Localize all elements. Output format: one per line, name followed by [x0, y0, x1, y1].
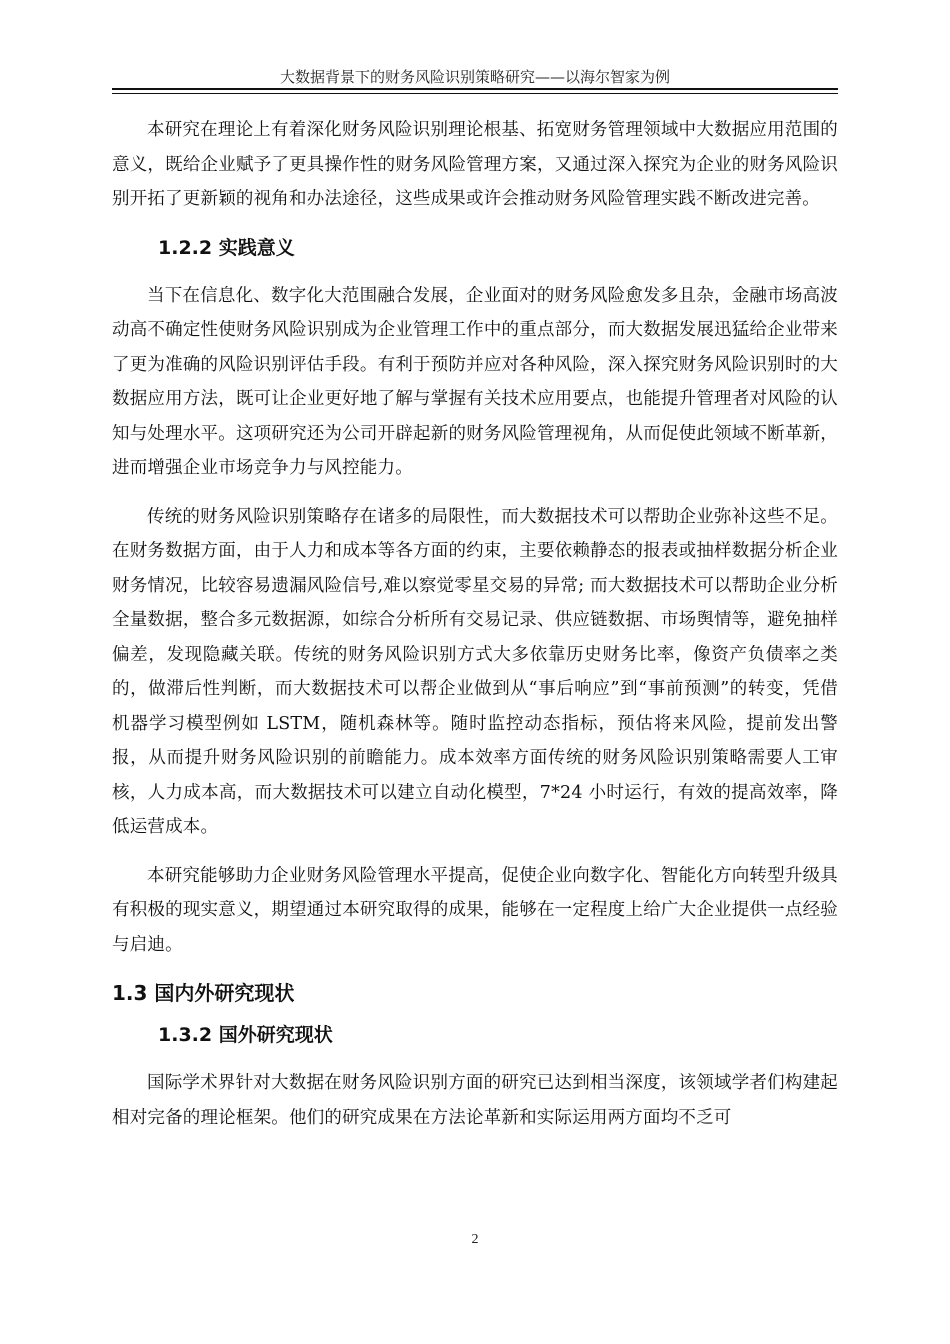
heading-1-3: 1.3 国内外研究现状 — [112, 981, 295, 1005]
document-body — [112, 113, 838, 1149]
paragraph-intro: 本研究在理论上有着深化财务风险识别理论根基、拓宽财务管理领域中大数据应用范围的意义，既给企业赋予了更具操作性的财务风险管理方案，又通过深入探究为企业的财务风险识别开拓了更新颖的视角和办法途径，这些成果或许会推动财务风险管理实践不断改进完善。 — [112, 120, 838, 209]
paragraph-practice-3: 本研究能够助力企业财务风险管理水平提高，促使企业向数字化、智能化方向转型升级具有积极的现实意义，期望通过本研究取得的成果，能够在一定程度上给广大企业提供一点经验与启迪。 — [112, 865, 838, 955]
heading-1-2-2: 1.2.2 实践意义 — [158, 236, 295, 259]
header-rule-thick — [112, 88, 838, 90]
page-number: 2 — [471, 1232, 479, 1247]
running-header-title: 大数据背景下的财务风险识别策略研究——以海尔智家为例 — [279, 68, 670, 86]
paragraph-foreign-research: 国际学术界针对大数据在财务风险识别方面的研究已达到相当深度，该领域学者们构建起相对完备的理论框架。他们的研究成果在方法论革新和实际运用两方面均不乏可 — [112, 1073, 838, 1128]
paragraph-practice-1: 当下在信息化、数字化大范围融合发展，企业面对的财务风险愈发多且杂，金融市场高波动高不确定性使财务风险识别成为企业管理工作中的重点部分，而大数据发展迅猛给企业带来了更为准确的风险识别评估手段。有利于预防并应对各种风险，深入探究财务风险识别时的大数据应用方法，既可让企业更好地了解与掌握有关技术应用要点，也能提升管理者对风险的认知与处理水平。这项研究还为公司开辟起新的财务风险管理视角，从而促使此领域不断革新，进而增强企业市场竞争力与风控能力。 — [112, 285, 838, 478]
paragraph-practice-2: 传统的财务风险识别策略存在诸多的局限性，而大数据技术可以帮助企业弥补这些不足。在财务数据方面，由于人力和成本等各方面的约束，主要依赖静态的报表或抽样数据分析企业财务情况，比较容易遗漏风险信号,难以察觉零星交易的异常; 而大数据技术可以帮助企业分析全量数据，整合多元数据源，如综合分析所有交易记录、供应链数据、市场舆情等，避免抽样偏差，发现隐藏关联。传统的财务风险识别方式大多依靠历史财务比率，像资产负债率之类的，做滞后性判断，而大数据技术可以帮企业做到从“事后响应”到“事前预测”的转变，凭借机器学习模型例如 LSTM，随机森林等。随时监控动态指标，预估将来风险，提前发出警报，从而提升财务风险识别的前瞻能力。成本效率方面传统的财务风险识别策略需要人工审核，人力成本高，而大数据技术可以建立自动化模型，7*24 小时运行，有效的提高效率，降低运营成本。 — [112, 506, 838, 837]
header-rule-thin — [112, 93, 838, 94]
heading-1-3-2: 1.3.2 国外研究现状 — [158, 1024, 333, 1046]
